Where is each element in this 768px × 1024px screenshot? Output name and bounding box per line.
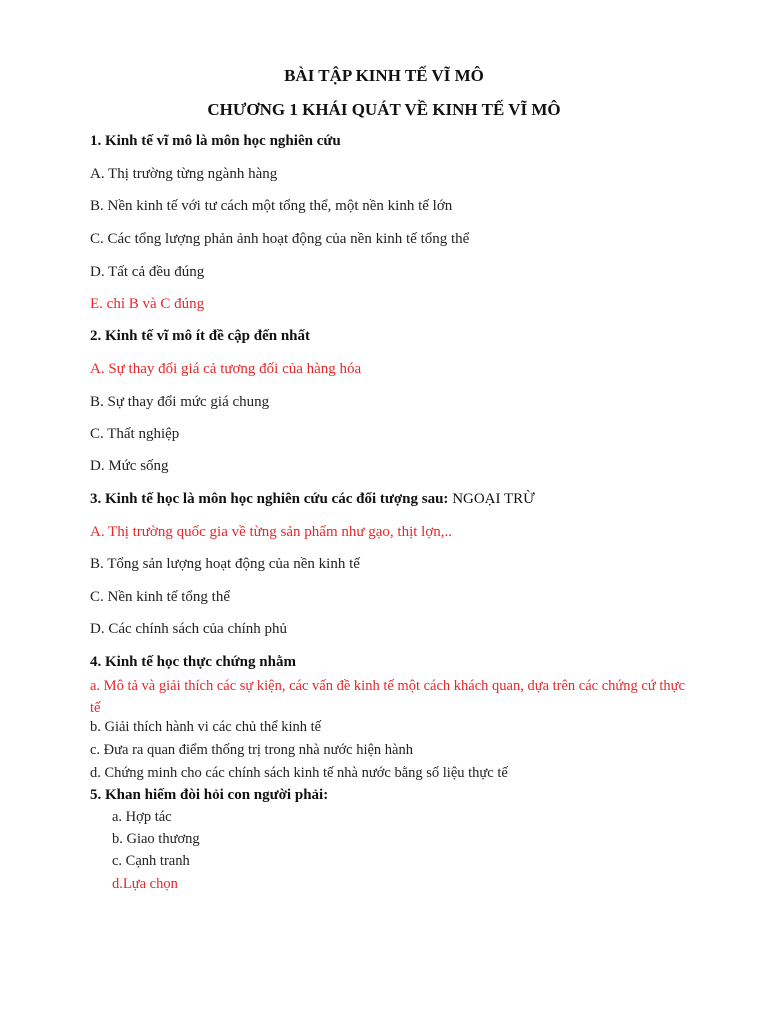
question-1: 1. Kinh tế vĩ mô là môn học nghiên cứu (90, 133, 341, 149)
q1-option-c: C. Các tổng lượng phản ảnh hoạt động của nền kinh tế tổng thể (90, 231, 470, 247)
q4-option-d: d. Chứng minh cho các chính sách kinh tế nhà nước bằng số liệu thực tế (90, 765, 508, 781)
q1-option-a: A. Thị trường từng ngành hàng (90, 166, 278, 182)
q1-option-e-correct: E. chỉ B và C đúng (90, 296, 205, 312)
q2-option-b: B. Sự thay đổi mức giá chung (90, 394, 270, 410)
chapter-title: CHƯƠNG 1 KHÁI QUÁT VỀ KINH TẾ VĨ MÔ (207, 100, 561, 119)
question-2: 2. Kinh tế vĩ mô ít đề cập đến nhất (90, 328, 311, 344)
question-4: 4. Kinh tế học thực chứng nhằm (90, 654, 296, 670)
q5-option-b: b. Giao thương (112, 831, 200, 847)
q4-option-c: c. Đưa ra quan điểm thống trị trong nhà nước hiện hành (90, 742, 413, 758)
q2-option-c: C. Thất nghiệp (90, 426, 180, 442)
question-5: 5. Khan hiếm đòi hỏi con người phải: (90, 787, 329, 803)
q2-option-d: D. Mức sống (90, 458, 169, 474)
question-3 (90, 491, 535, 508)
q1-option-b: B. Nền kinh tế với tư cách một tổng thể, một nền kinh tế lớn (90, 198, 453, 214)
q4-option-b: b. Giải thích hành vi các chủ thể kinh tế (90, 719, 322, 735)
question-3-emphasis: NGOẠI TRỪ (452, 491, 535, 507)
q5-option-a: a. Hợp tác (112, 809, 172, 825)
q3-option-c: C. Nền kinh tế tổng thể (90, 589, 230, 605)
q3-option-a-correct: A. Thị trường quốc gia về từng sản phẩm như gạo, thịt lợn,.. (90, 524, 453, 540)
q3-option-b: B. Tổng sản lượng hoạt động của nền kinh tế (90, 556, 360, 572)
q5-option-c: c. Cạnh tranh (112, 853, 190, 869)
document-title: BÀI TẬP KINH TẾ VĨ MÔ (284, 66, 484, 85)
q3-option-d: D. Các chính sách của chính phủ (90, 621, 288, 637)
q4-option-a-correct: a. Mô tả và giải thích các sự kiện, các vấn đề kinh tế một cách khách quan, dựa trên các chứng cứ thực tế (90, 678, 685, 716)
q2-option-a-correct: A. Sự thay đổi giá cả tương đối của hàng hóa (90, 361, 362, 377)
q1-option-d: D. Tất cả đều đúng (90, 264, 205, 280)
q5-option-d-correct: d.Lựa chọn (112, 876, 178, 892)
question-3-text: 3. Kinh tế học là môn học nghiên cứu các đối tượng sau: (90, 491, 449, 507)
